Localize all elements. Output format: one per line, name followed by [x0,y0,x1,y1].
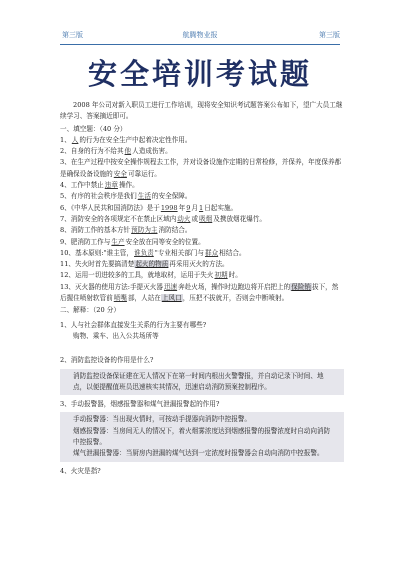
fill-q10: 10、基本原则:"谁主管，谁负责"专业相关部门与群众相结合。 [60,248,246,257]
fill-q7: 7、消防安全的各项规定不在禁止区域内动火或吸烟及携放烟花爆竹。 [60,214,267,223]
explain-a3 [60,412,344,461]
fill-q9: 9、肥消防工作与生产安全放在同等安全的位置。 [60,237,205,246]
blank: 保险销 [291,282,311,291]
fill-q1: 1、人的行为在安全生产中起着决定性作用。 [60,135,192,144]
fill-q11: 11、失火时首先要搞清楚起火的物质再采用灭火的方法。 [60,260,229,269]
blank: 群众 [204,248,219,257]
blank: 生产 [111,237,125,246]
document-body [60,100,344,477]
fill-q6: 6、《中华人民共和国消防法》是于1998年9月1日起实施。 [60,203,238,212]
fill-q12: 12、运用一切进较多的工具，就地取材，运用于失火初期时。 [60,271,242,280]
blank: 安全 [113,169,127,178]
fill-q4: 4、工作中禁止违章操作。 [60,181,139,190]
answer-text: 烟感报警器：当房间无人的情况下，着火烟雾浓度达到烟感报警的报警浓度时自动向消防中控报警。 [73,426,331,447]
blank: 动火 [177,214,191,223]
explain-a1: 购物、乘车、出入公共场所等 [73,331,159,340]
spacer [60,342,344,352]
blank: 谁负责 [134,248,154,257]
header-center: 航腾物业报 [182,31,218,39]
fill-q5: 5、有序的社会秩序是我们生活的安全保障。 [60,192,192,201]
blank: 生活 [137,192,151,201]
blank: 预防为主 [131,226,158,235]
blank: 9 [186,203,191,212]
section2-heading: 二、解释：（20 分） [60,306,120,315]
header-right: 第三版 [319,31,340,39]
blank: 迅速 [163,282,178,291]
answer-text: 煤气泄漏报警器：当厨房内泄漏的煤气达到一定浓度时报警器会自动向消防中控报警。 [73,449,324,458]
explain-q3: 3、手动报警器，烟感报警器和煤气泄漏报警起的作用? [60,400,220,409]
explain-q4: 4、火灾是指? [60,466,101,475]
blank: 上风口 [161,294,182,303]
blank: 违章 [104,181,118,190]
fill-q13: 13、灭火器的使用方法:手提灭火器迅速奔赴火场，操作时边跑边将开启把上的保险销拔下，然后握住喷射软管前喷嘴部，人站在上风口，压把不拔就开，否则会中断喷射。 [60,282,339,303]
page-title: 安全培训考试题 [87,57,312,91]
intro-paragraph: 2008 年公司对新入职员工进行工作培训，现将安全知识考试题答案公布如下，望广大员工继续学习、答案摘近即可。 [60,101,343,121]
blank: 吸烟 [199,214,213,223]
answer-text: 手动报警器：当出现火情时，可按动手提器向消防中控报警。 [73,415,252,424]
fill-q2: 2、自身的行为不给其他人造成伤害。 [60,147,172,156]
blank: 初期 [214,271,228,280]
explain-q1: 1、人与社会群体直接发生关系的行为主要有哪些? [60,320,207,329]
blank: 1998 [160,203,178,212]
header-rule [60,44,340,45]
explain-a2 [60,369,344,396]
fill-q3: 3、在生产过程中按安全操作规程去工作，并对设备设施作定期的日常检修，并保养，年度保养都是确保设备设施的安全可靠运行。 [60,158,342,178]
fill-q8: 8、消防工作的基本方针预防为主消防结合。 [60,226,192,235]
blank: 1 [198,203,204,212]
blank: 他 [124,147,132,156]
explain-q2: 2、消防监控设备的作用是什么? [60,356,154,365]
blank: 人 [71,135,79,144]
blank: 喷嘴 [113,294,127,303]
blank: 起火的物质 [135,260,169,269]
header-left: 第三版 [62,31,83,39]
section1-heading: 一、填空题：（40 分） [60,124,127,133]
answer-text: 消防监控设备保证建在无人情况下在第一时间内根出火警警报，并自动记录下时间、地点，以便提醒值班员迅速核实其情况，迅速启动消防预案控制程序。 [73,371,324,391]
